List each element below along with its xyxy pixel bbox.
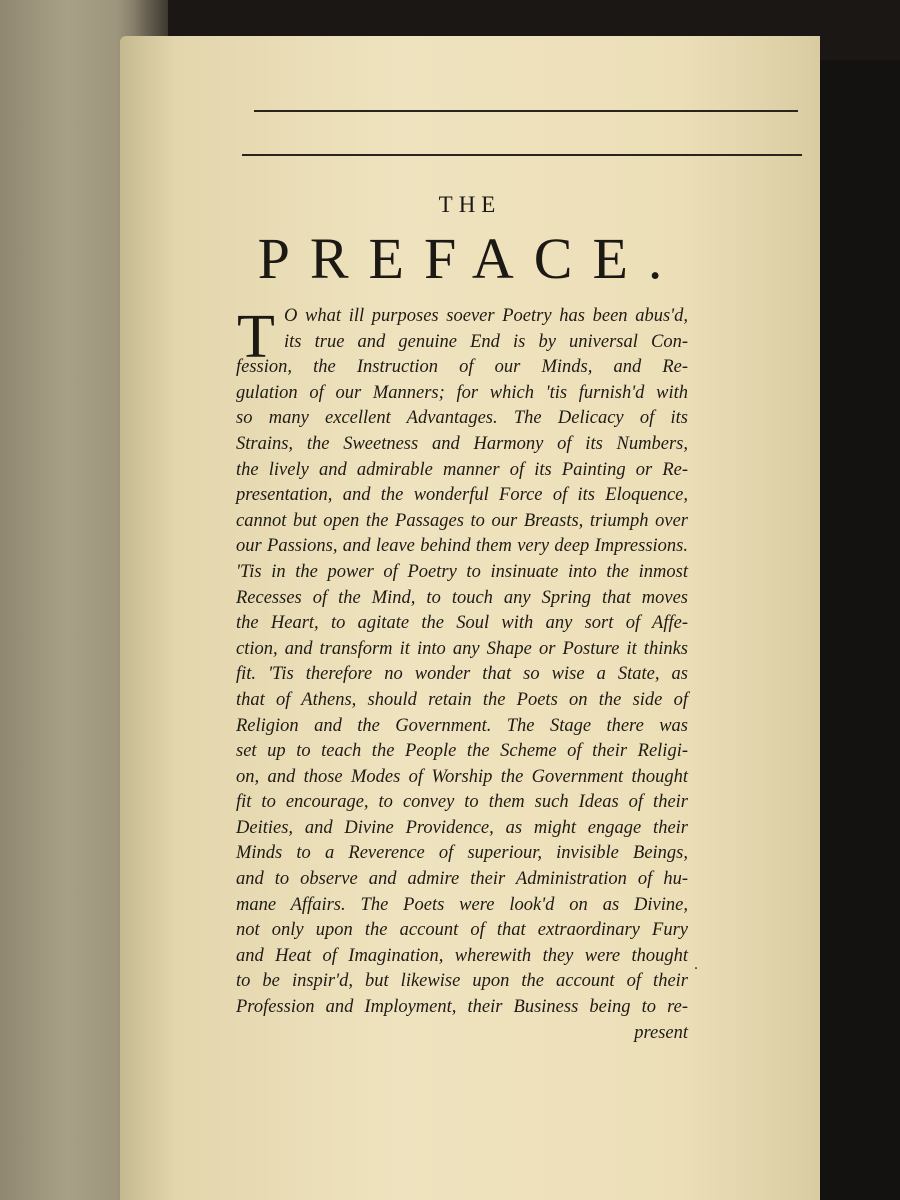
stray-mark: . xyxy=(694,956,698,973)
text-line: 'Tis in the power of Poetry to insinuate into the inmost xyxy=(236,561,688,582)
text-line: Strains, the Sweetness and Harmony of its Numbers, xyxy=(236,433,688,454)
text-line: and to observe and admire their Administration of hu- xyxy=(236,869,688,890)
text-line: gulation of our Manners; for which 'tis furnish'd with xyxy=(236,382,688,403)
text-line: to be inspir'd, but likewise upon the account of their xyxy=(236,971,688,992)
text-line: Recesses of the Mind, to touch any Spring that moves xyxy=(236,587,688,608)
top-rule xyxy=(254,110,798,112)
catchword: present xyxy=(634,1022,688,1043)
text-line: mane Affairs. The Poets were look'd on as Divine, xyxy=(236,894,688,915)
text-line: that of Athens, should retain the Poets on the side of xyxy=(236,689,688,710)
drop-cap: T xyxy=(237,303,275,371)
text-line: fit to encourage, to convey to them such Ideas of their xyxy=(236,792,688,813)
heading-the: THE xyxy=(438,192,502,217)
body-text xyxy=(236,304,688,1046)
text-line: so many excellent Advantages. The Delicacy of its xyxy=(236,408,688,429)
text-line: our Passions, and leave behind them very deep Impressions. xyxy=(236,536,688,557)
text-line: ction, and transform it into any Shape or Posture it thinks xyxy=(236,638,688,659)
text-line: the Heart, to agitate the Soul with any sort of Affe- xyxy=(236,613,688,634)
text-line: its true and genuine End is by universal Con- xyxy=(284,331,688,352)
second-rule xyxy=(242,154,802,156)
text-line: cannot but open the Passages to our Breasts, triumph over xyxy=(236,510,688,531)
text-line: on, and those Modes of Worship the Government thought xyxy=(236,766,688,787)
text-line: Religion and the Government. The Stage there was xyxy=(236,715,688,736)
text-line: the lively and admirable manner of its Painting or Re- xyxy=(236,459,688,480)
text-line: set up to teach the People the Scheme of their Religi- xyxy=(236,741,688,762)
text-line: Minds to a Reverence of superiour, invisible Beings, xyxy=(236,843,688,864)
text-line: Deities, and Divine Providence, as might engage their xyxy=(236,817,688,838)
text-line: presentation, and the wonderful Force of its Eloquence, xyxy=(236,485,688,506)
text-line: and Heat of Imagination, wherewith they were thought xyxy=(236,945,688,966)
text-line: fit. 'Tis therefore no wonder that so wise a State, as xyxy=(236,664,688,685)
text-line: fession, the Instruction of our Minds, and Re- xyxy=(236,357,688,378)
book-page xyxy=(120,36,820,1200)
heading-preface: PREFACE. xyxy=(257,226,683,291)
text-line: not only upon the account of that extraordinary Fury xyxy=(236,920,688,941)
text-line: O what ill purposes soever Poetry has been abus'd, xyxy=(284,306,688,326)
text-line: Profession and Imployment, their Business being to re- xyxy=(236,997,688,1018)
